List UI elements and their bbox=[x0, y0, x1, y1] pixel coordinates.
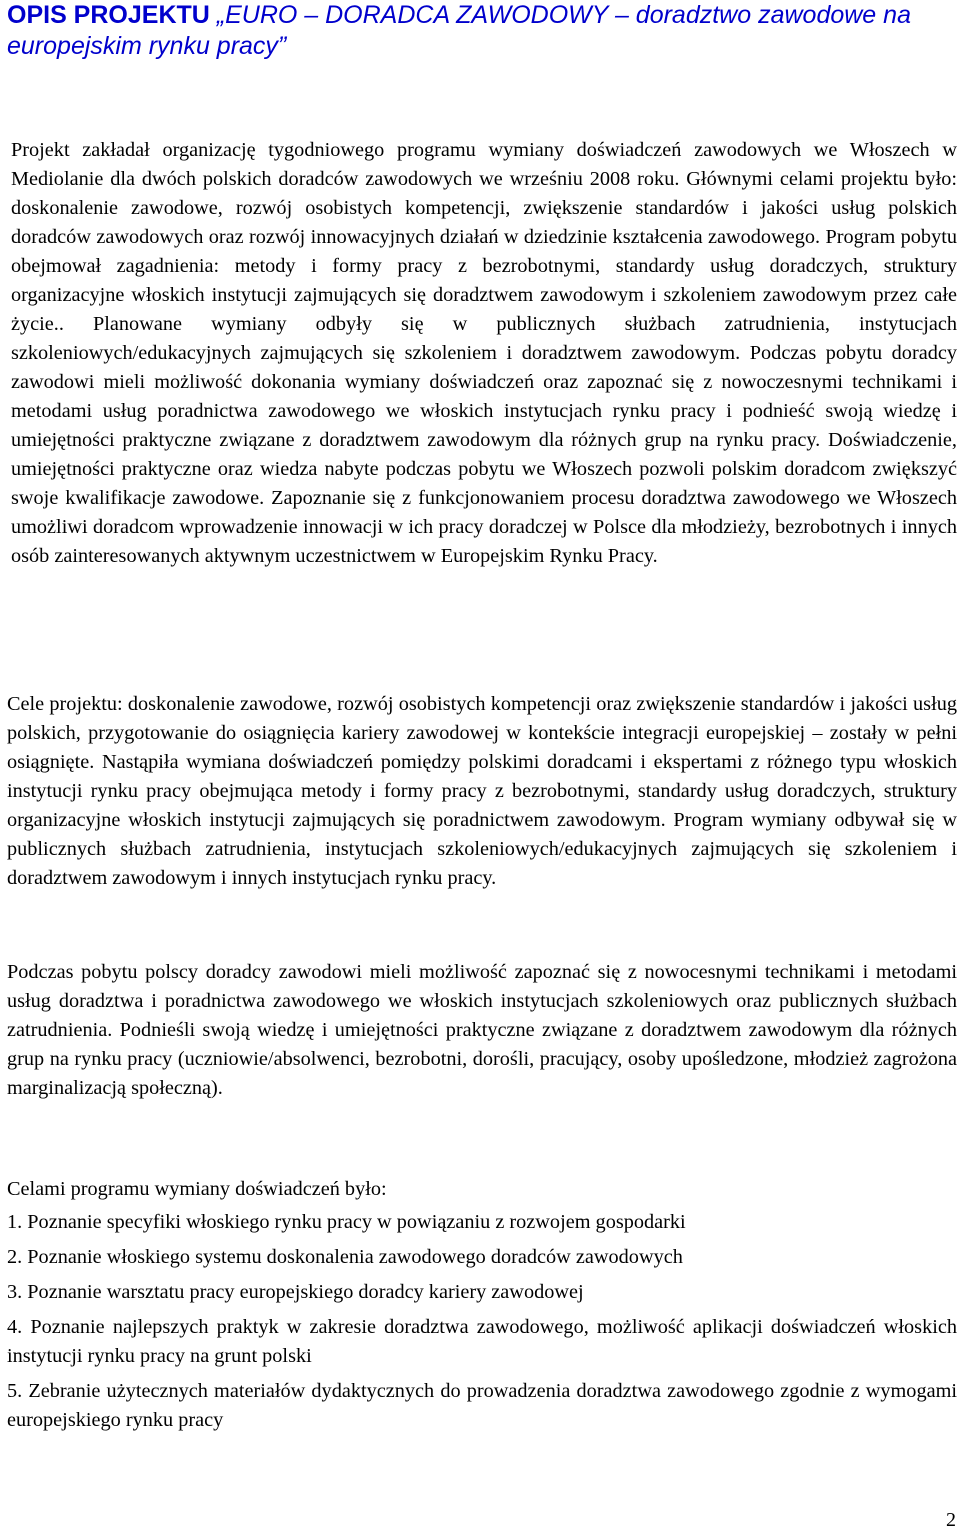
title-prefix: OPIS PROJEKTU bbox=[7, 1, 217, 29]
paragraph-project-goals: Cele projektu: doskonalenie zawodowe, rozwój osobistych kompetencji oraz zwiększenie standardów i jakości usług polskich, przygotowanie do osiągnięcia kariery zawodowej w kontekście integracji europejskiej – zostały w pełni osiągnięte. Nastąpiła wymiana doświadczeń pomiędzy polskimi doradcami i ekspertami z różnego typu włoskich instytucji rynku pracy obejmująca metody i formy pracy z bezrobotnymi, standardy usług doradczych, struktury organizacyjne włoskich instytucji zajmujących się poradnictwem zawodowym. Program wymiany odbywał się w publicznych służbach zatrudnienia, instytucjach szkoleniowych/edukacyjnych zajmujących się szkoleniem i doradztwem zawodowym i innych instytucjach rynku pracy. bbox=[7, 693, 957, 889]
goals-list bbox=[7, 1208, 957, 1441]
paragraph-project-description: Projekt zakładał organizację tygodniowego programu wymiany doświadczeń zawodowych we Włoszech w Mediolanie dla dwóch polskich doradców zawodowych we wrześniu 2008 roku. Głównymi celami projektu było: doskonalenie zawodowe, rozwój osobistych kompetencji, zwiększenie standardów i jakości usług polskich doradców zawodowych oraz rozwój innowacyjnych działań w dziedzinie kształcenia zawodowego. Program pobytu obejmował zagadnienia: metody i formy pracy z bezrobotnymi, standardy usług doradczych, struktury organizacyjne włoskich instytucji zajmujących się doradztwem zawodowym i szkoleniem zawodowym przez całe życie.. Planowane wymiany odbyły się w publicznych służbach zatrudnienia, instytucjach szkoleniowych/edukacyjnych zajmujących się szkoleniem i doradztwem zawodowym. Podczas pobytu doradcy zawodowi mieli możliwość dokonania wymiany doświadczeń oraz zapoznać się z nowoczesnymi technikami i metodami usług poradnictwa zawodowego we włoskich instytucjach rynku pracy i podnieść swoją wiedzę i umiejętności praktyczne związane z doradztwem zawodowym dla różnych grup na rynku pracy. Doświadczenie, umiejętności praktyczne oraz wiedza nabyte podczas pobytu we Włoszech pozwoli polskim doradcom zwiększyć swoje kwalifikacje zawodowe. Zapoznanie się z funkcjonowaniem procesu doradztwa zawodowego we Włoszech umożliwi doradcom wprowadzenie innowacji w ich pracy doradczej w Polsce dla młodzieży, bezrobotnych i innych osób zainteresowanych aktywnym uczestnictwem w Europejskim Rynku Pracy. bbox=[11, 139, 957, 567]
list-item: 5. Zebranie użytecznych materiałów dydaktycznych do prowadzenia doradztwa zawodowego zgodnie z wymogami europejskiego rynku pracy bbox=[7, 1380, 957, 1431]
document-title bbox=[7, 0, 957, 62]
list-item: 4. Poznanie najlepszych praktyk w zakresie doradztwa zawodowego, możliwość aplikacji doświadczeń włoskich instytucji rynku pracy na grunt polski bbox=[7, 1316, 957, 1367]
paragraph-stay-summary: Podczas pobytu polscy doradcy zawodowi mieli możliwość zapoznać się z nowocesnymi technikami i metodami usług doradztwa i poradnictwa zawodowego we włoskich instytucjach szkoleniowych oraz publicznych służbach zatrudnienia. Podnieśli swoją wiedzę i umiejętności praktyczne związane z doradztwem zawodowym dla różnych grup na rynku pracy (uczniowie/absolwenci, bezrobotni, dorośli, pracujący, osoby upośledzone, młodzież zagrożona marginalizacją społeczną). bbox=[7, 961, 957, 1099]
page-number: 2 bbox=[946, 1509, 956, 1531]
document-page bbox=[7, 0, 957, 1431]
goals-intro: Celami programu wymiany doświadczeń było: bbox=[7, 1178, 387, 1200]
list-item: 3. Poznanie warsztatu pracy europejskiego doradcy kariery zawodowej bbox=[7, 1281, 584, 1303]
title-project-name: „EURO – DORADCA ZAWODOWY – doradztwo zawodowe na europejskim rynku pracy” bbox=[7, 1, 911, 60]
list-item: 2. Poznanie włoskiego systemu doskonalenia zawodowego doradców zawodowych bbox=[7, 1246, 683, 1268]
list-item: 1. Poznanie specyfiki włoskiego rynku pracy w powiązaniu z rozwojem gospodarki bbox=[7, 1211, 686, 1233]
